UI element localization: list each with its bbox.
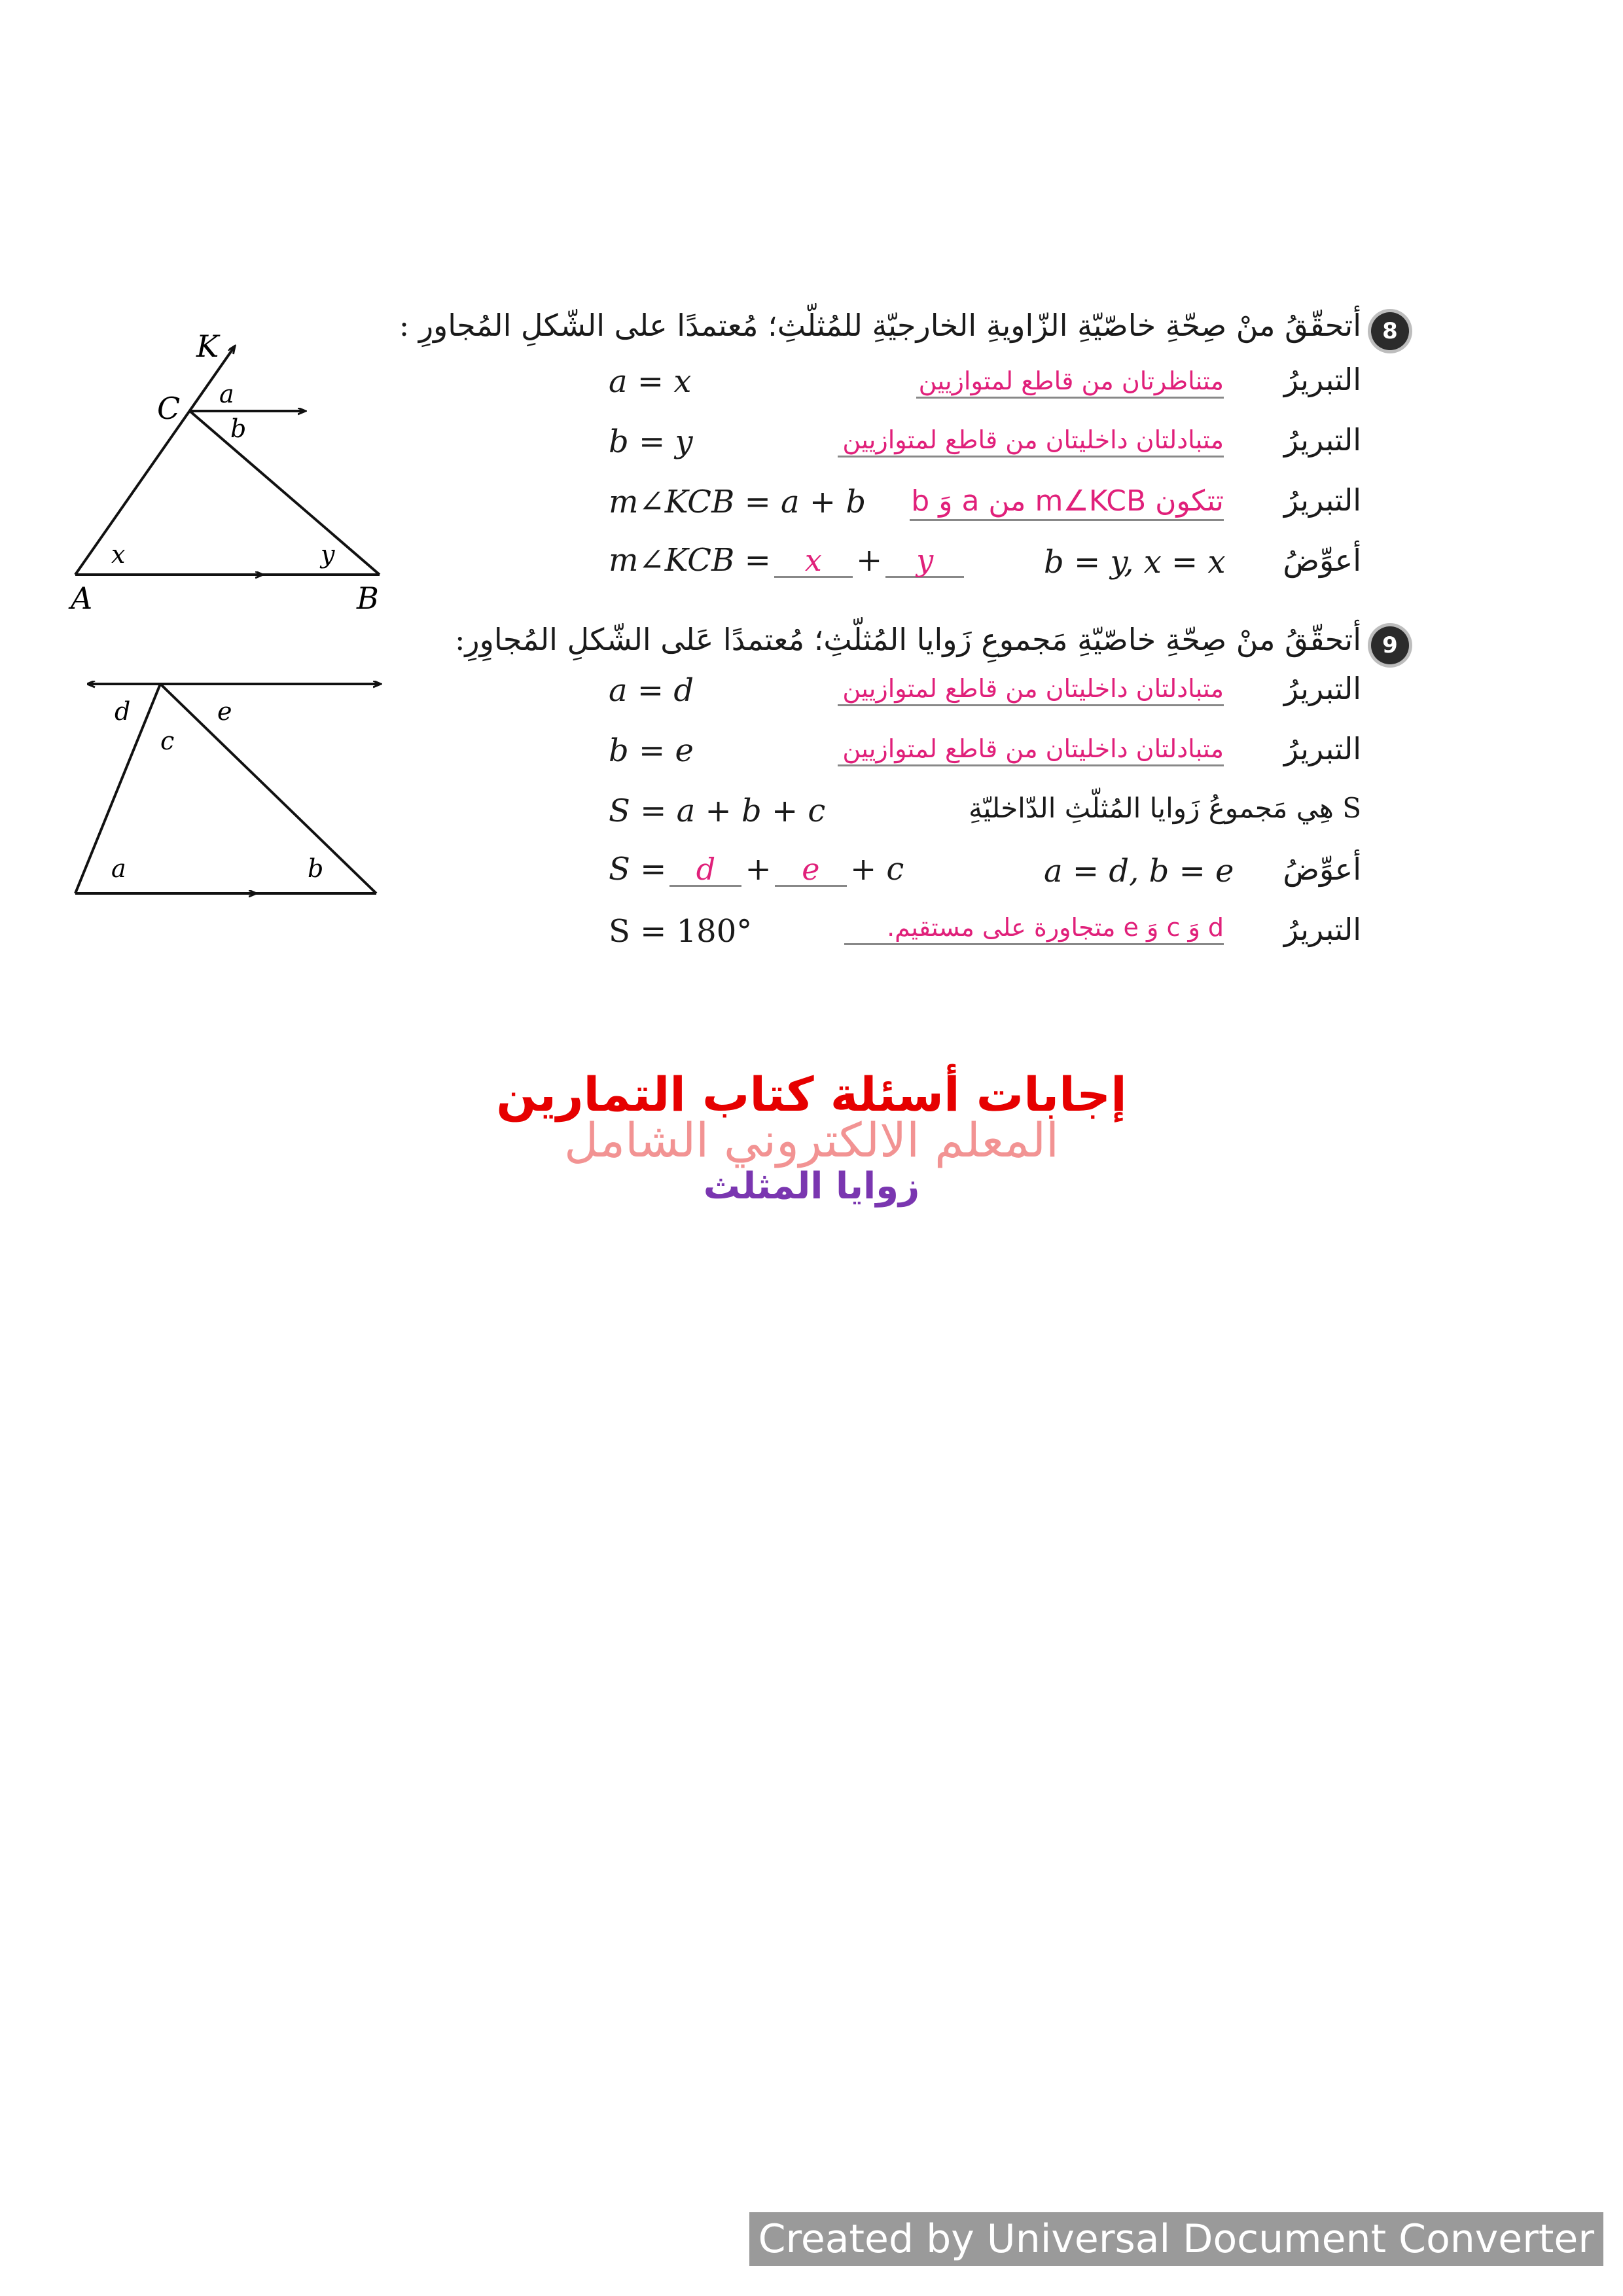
q9-row2-answer: متبادلتان داخليتان من قاطع لمتوازيين	[838, 734, 1224, 766]
q9-substitute-label: أعوِّضُ	[1283, 852, 1361, 887]
q9-figure	[65, 661, 406, 903]
q9-row1-equation: a = d	[609, 672, 694, 709]
q9-row1-answer: متبادلتان داخليتان من قاطع لمتوازيين	[838, 674, 1224, 706]
q8-row1-answer: متناظرتان من قاطع لمتوازيين	[916, 367, 1224, 399]
converter-footer: Created by Universal Document Converter	[749, 2212, 1603, 2266]
q9-row1-label: التبريرُ	[1283, 671, 1361, 706]
q8-row3-answer: تتكون m∠KCB من a وَ b	[910, 484, 1224, 521]
q8-row2-answer: متبادلتان داخليتان من قاطع لمتوازيين	[838, 425, 1224, 457]
question-8-heading: أتحقّقُ منْ صِحّةِ خاصّيّةِ الزّاويةِ الخارجيّةِ للمُثلّثِ؛ مُعتمدًا على الشّكلِ المُجاورِ :	[399, 308, 1361, 343]
q8-label-k: K	[196, 329, 219, 364]
q8-row3-equation: m∠KCB = a + b	[609, 484, 866, 520]
q9-sum-text: S هِي مَجموعُ زَوايا المُثلّثِ الدّاخليّةِ	[969, 792, 1361, 824]
q9-final-equation: S = 180°	[609, 913, 753, 950]
q8-substitute-prefix: m∠KCB =	[609, 542, 771, 579]
watermark-line-2: المعلم الالكتروني الشامل	[563, 1113, 1060, 1168]
question-number-9: 9	[1371, 626, 1409, 664]
q8-side-ak	[75, 347, 234, 575]
q9-plus: +	[745, 851, 772, 888]
q8-angle-b: b	[230, 414, 247, 443]
q9-row2-equation: b = e	[609, 732, 694, 769]
q8-row1-equation: a = x	[609, 363, 692, 400]
q9-substitute-expression	[609, 851, 904, 888]
q8-figure	[59, 327, 399, 628]
q8-row3-label: التبريرُ	[1283, 482, 1361, 518]
question-9-heading: أتحقّقُ منْ صِحّةِ خاصّيّةِ مَجموعِ زَوايا المُثلّثِ؛ مُعتمدًا عَلى الشّكلِ المُجاوِرِ:	[454, 622, 1361, 657]
q8-label-c: C	[157, 391, 181, 426]
q9-blank-2: e	[775, 853, 847, 887]
q9-angle-b: b	[308, 854, 324, 883]
q9-substitute-prefix: S =	[609, 851, 667, 888]
question-number-8: 8	[1371, 312, 1409, 350]
q8-row1-label: التبريرُ	[1283, 362, 1361, 397]
q9-substitute-given: a = d, b = e	[1044, 853, 1234, 889]
q8-row2-equation: b = y	[609, 423, 693, 460]
q8-blank-1: x	[774, 545, 853, 578]
q8-side-cb	[190, 411, 380, 575]
q8-angle-a: a	[219, 380, 234, 408]
q9-substitute-suffix: + c	[849, 851, 904, 888]
q9-angle-d: d	[115, 697, 131, 726]
q8-substitute-given: b = y, x = x	[1044, 544, 1226, 581]
q9-final-answer: d وَ c وَ e متجاورة على مستقيم.	[844, 913, 1224, 945]
q9-angle-c: c	[160, 726, 175, 755]
q8-angle-y: y	[321, 540, 335, 569]
q8-blank-2: y	[885, 545, 964, 578]
q8-plus: +	[855, 542, 883, 579]
q8-label-b-vertex: B	[357, 581, 379, 616]
q8-substitute-label: أعوِّضُ	[1283, 543, 1361, 578]
q9-row2-label: التبريرُ	[1283, 731, 1361, 766]
q9-sum-equation: S = a + b + c	[609, 793, 826, 829]
q8-label-a-vertex: A	[71, 581, 93, 616]
q8-row2-label: التبريرُ	[1283, 422, 1361, 457]
q9-blank-1: d	[669, 853, 741, 887]
q9-final-label: التبريرُ	[1283, 912, 1361, 947]
watermark-line-3: زوايا المثلث	[703, 1165, 920, 1208]
q8-angle-x: x	[111, 540, 126, 569]
q9-right-side	[160, 684, 376, 893]
watermark-line-1: إجابات أسئلة كتاب التمارين	[496, 1067, 1127, 1122]
q8-substitute-expression	[609, 542, 964, 579]
q9-angle-e: e	[217, 697, 232, 726]
q9-angle-a: a	[111, 854, 126, 883]
